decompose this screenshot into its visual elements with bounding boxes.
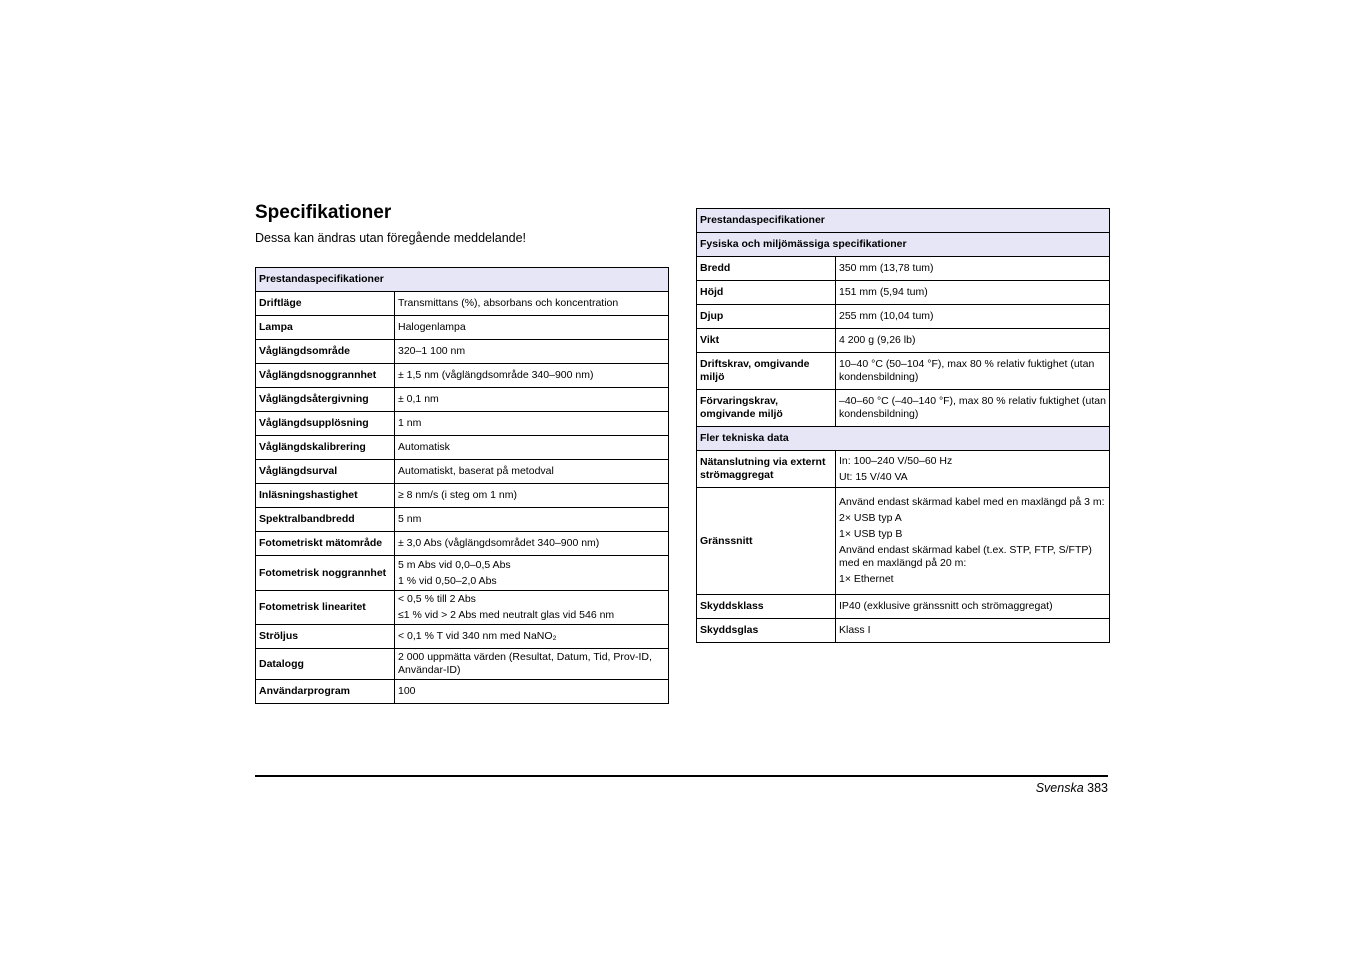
section-header-physical: Fysiska och miljömässiga specifikationer (697, 233, 1110, 257)
spec-value-line: Transmittans (%), absorbans och koncentration (398, 297, 619, 309)
spec-value-line: Klass I (839, 624, 871, 636)
spec-value-line: Automatisk (398, 441, 450, 453)
table-row (256, 388, 669, 412)
spec-value (836, 329, 1110, 353)
spec-value-line: ± 3,0 Abs (våglängdsområdet 340–900 nm) (398, 537, 600, 549)
table-row (256, 591, 669, 625)
spec-label: Fotometrisk noggrannhet (256, 556, 395, 591)
table-row (697, 595, 1110, 619)
spec-label: Djup (697, 305, 836, 329)
spec-value (836, 281, 1110, 305)
spec-value-line: Använd endast skärmad kabel (t.ex. STP, FTP, S/FTP) med en maxlängd på 20 m: (839, 544, 1092, 569)
table-row (697, 281, 1110, 305)
spec-label: Inläsningshastighet (256, 484, 395, 508)
spec-value (395, 292, 669, 316)
spec-label: Bredd (697, 257, 836, 281)
table-row (256, 556, 669, 591)
performance-spec-table (255, 267, 669, 704)
spec-value-line: ≥ 8 nm/s (i steg om 1 nm) (398, 489, 517, 501)
spec-label: Höjd (697, 281, 836, 305)
page-subtitle: Dessa kan ändras utan föregående meddelande! (255, 231, 527, 245)
spec-value (395, 591, 669, 625)
spec-value (395, 556, 669, 591)
spec-value-line: 5 m Abs vid 0,0–0,5 Abs (398, 558, 511, 571)
table-header-row (256, 268, 669, 292)
spec-label: Vikt (697, 329, 836, 353)
table-row (697, 329, 1110, 353)
table-row (697, 451, 1110, 488)
spec-value-line: 10–40 °C (50–104 °F), max 80 % relativ fuktighet (utan kondensbildning) (839, 358, 1095, 383)
spec-value-line: 320–1 100 nm (398, 345, 466, 357)
spec-label: Gränssnitt (697, 488, 836, 595)
table-row (697, 305, 1110, 329)
table-row (256, 412, 669, 436)
spec-value-line: 255 mm (10,04 tum) (839, 310, 934, 322)
spec-value-line: 1 % vid 0,50–2,0 Abs (398, 574, 497, 587)
table-row (256, 508, 669, 532)
spec-label: Datalogg (256, 649, 395, 680)
spec-value (395, 340, 669, 364)
spec-label: Spektralbandbredd (256, 508, 395, 532)
spec-value-line: < 0,1 % T vid 340 nm med NaNO₂ (398, 630, 557, 642)
spec-value-line: 2 000 uppmätta värden (Resultat, Datum, Tid, Prov-ID, Användar-ID) (398, 651, 652, 676)
spec-value-line: –40–60 °C (–40–140 °F), max 80 % relativ fuktighet (utan kondensbildning) (839, 395, 1106, 420)
spec-value (395, 436, 669, 460)
spec-value (836, 451, 1110, 488)
table-row (256, 460, 669, 484)
spec-label: Skyddsglas (697, 619, 836, 643)
spec-label: Skyddsklass (697, 595, 836, 619)
table-row (697, 390, 1110, 427)
footer-divider (255, 775, 1108, 777)
spec-value (395, 532, 669, 556)
spec-label: Våglängdsåtergivning (256, 388, 395, 412)
spec-label: Förvaringskrav, omgivande miljö (697, 390, 836, 427)
table-row (256, 436, 669, 460)
spec-label: Nätanslutning via externt strömaggregat (697, 451, 836, 488)
spec-label: Våglängdskalibrering (256, 436, 395, 460)
table-row (697, 257, 1110, 281)
spec-value-line: IP40 (exklusive gränssnitt och strömaggregat) (839, 600, 1053, 612)
spec-value-line: 1× USB typ B (839, 528, 903, 540)
spec-value-line: 2× USB typ A (839, 512, 902, 524)
spec-value-line: 151 mm (5,94 tum) (839, 286, 928, 298)
spec-value-line: Halogenlampa (398, 321, 466, 333)
section-header-technical: Fler tekniska data (697, 427, 1110, 451)
spec-label: Våglängdsurval (256, 460, 395, 484)
spec-value (395, 649, 669, 680)
spec-label: Driftläge (256, 292, 395, 316)
table-row (256, 340, 669, 364)
table-row (256, 316, 669, 340)
spec-value-line: 1× Ethernet (839, 573, 894, 585)
spec-value-line: 100 (398, 685, 416, 697)
table-row (256, 625, 669, 649)
table-header-row (697, 209, 1110, 233)
spec-value-line: ≤1 % vid > 2 Abs med neutralt glas vid 546 nm (398, 609, 615, 621)
spec-value (395, 508, 669, 532)
spec-value (395, 316, 669, 340)
spec-value (836, 305, 1110, 329)
table-header: Prestandaspecifikationer (256, 268, 669, 292)
spec-value (395, 680, 669, 704)
spec-value-line: 5 nm (398, 513, 422, 525)
spec-label: Fotometrisk linearitet (256, 591, 395, 625)
section-header-row (697, 233, 1110, 257)
spec-value-line: 350 mm (13,78 tum) (839, 262, 934, 274)
spec-value-line: ± 1,5 nm (våglängdsområde 340–900 nm) (398, 369, 594, 381)
spec-value (395, 364, 669, 388)
spec-label: Lampa (256, 316, 395, 340)
table-header: Prestandaspecifikationer (697, 209, 1110, 233)
table-row (256, 649, 669, 680)
table-row (256, 484, 669, 508)
spec-value-line: 4 200 g (9,26 lb) (839, 334, 916, 346)
spec-value-line: Använd endast skärmad kabel med en maxlängd på 3 m: (839, 496, 1105, 508)
spec-value (836, 619, 1110, 643)
table-row (697, 353, 1110, 390)
spec-value-line: Automatiskt, baserat på metodval (398, 465, 554, 477)
spec-value (395, 412, 669, 436)
spec-value (836, 390, 1110, 427)
spec-value-line: ± 0,1 nm (398, 393, 439, 405)
footer-page-number: 383 (1087, 781, 1108, 795)
spec-value (836, 353, 1110, 390)
spec-value-line: < 0,5 % till 2 Abs (398, 593, 476, 605)
table-row (256, 292, 669, 316)
table-row (697, 619, 1110, 643)
spec-label: Fotometriskt mätområde (256, 532, 395, 556)
spec-value-line: In: 100–240 V/50–60 Hz (839, 454, 953, 467)
spec-value-line: Ut: 15 V/40 VA (839, 470, 908, 483)
spec-value (836, 257, 1110, 281)
table-row (697, 488, 1110, 595)
spec-value (395, 625, 669, 649)
table-row (256, 680, 669, 704)
footer-language: Svenska (1035, 781, 1084, 795)
spec-value (395, 388, 669, 412)
page-footer (1036, 780, 1108, 796)
spec-label: Användarprogram (256, 680, 395, 704)
spec-label: Våglängdsområde (256, 340, 395, 364)
page-title: Specifikationer (255, 202, 392, 223)
physical-spec-table (696, 208, 1110, 643)
spec-value (836, 595, 1110, 619)
spec-value (836, 488, 1110, 595)
spec-label: Våglängdsnoggrannhet (256, 364, 395, 388)
spec-value (395, 484, 669, 508)
spec-label: Ströljus (256, 625, 395, 649)
section-header-row (697, 427, 1110, 451)
table-row (256, 532, 669, 556)
spec-label: Driftskrav, omgivande miljö (697, 353, 836, 390)
spec-value-line: 1 nm (398, 417, 422, 429)
spec-value (395, 460, 669, 484)
spec-label: Våglängdsupplösning (256, 412, 395, 436)
table-row (256, 364, 669, 388)
